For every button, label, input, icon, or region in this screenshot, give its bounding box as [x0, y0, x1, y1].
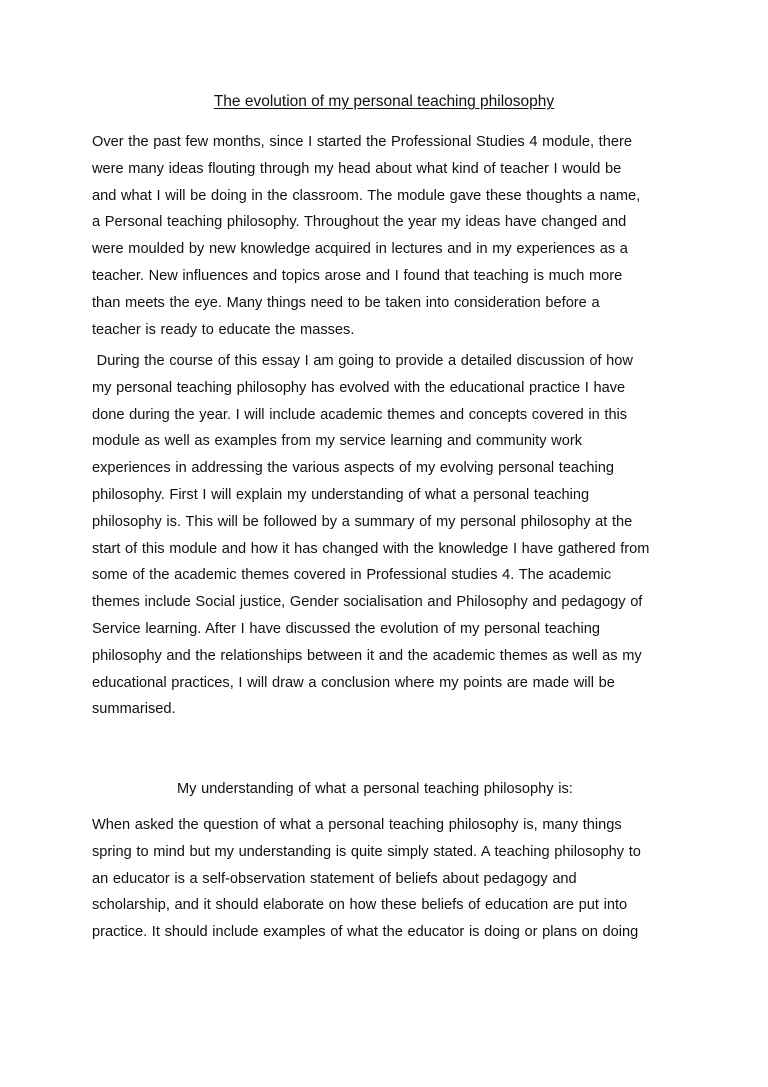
text-line: were many ideas flouting through my head about what kind of teacher I would be	[92, 160, 622, 177]
document-title: The evolution of my personal teaching philosophy	[213, 93, 555, 110]
text-line: an educator is a self-observation statement of beliefs about pedagogy and	[92, 870, 577, 887]
text-line: start of this module and how it has changed with the knowledge I have gathered from	[92, 540, 650, 557]
text-line: philosophy and the relationships between it and the academic themes as well as my	[92, 647, 642, 664]
text-line: Over the past few months, since I started the Professional Studies 4 module, there	[92, 134, 632, 150]
text-line: a Personal teaching philosophy. Throughout the year my ideas have changed and	[92, 214, 627, 231]
text-line: philosophy is. This will be followed by a summary of my personal philosophy at the	[92, 513, 633, 530]
text-line: During the course of this essay I am going to provide a detailed discussion of how	[92, 353, 633, 369]
intro-paragraph	[92, 129, 692, 343]
text-line: module as well as examples from my service learning and community work	[92, 433, 582, 450]
text-line: experiences in addressing the various aspects of my evolving personal teaching	[92, 460, 614, 477]
text-line: done during the year. I will include academic themes and concepts covered in this	[92, 406, 628, 423]
text-line: practice. It should include examples of what the educator is doing or plans on doing	[92, 924, 639, 941]
text-line: educational practices, I will draw a conclusion where my points are made will be	[92, 674, 615, 691]
text-line: summarised.	[92, 701, 176, 718]
text-line: than meets the eye. Many things need to be taken into consideration before a	[92, 294, 600, 311]
definition-paragraph	[92, 812, 692, 946]
text-line: were moulded by new knowledge acquired in lectures and in my experiences as a	[92, 241, 628, 258]
text-line: teacher. New influences and topics arose and I found that teaching is much more	[92, 267, 623, 284]
text-line: Service learning. After I have discussed the evolution of my personal teaching	[92, 620, 600, 637]
text-line: teacher is ready to educate the masses.	[92, 321, 355, 338]
text-line: some of the academic themes covered in Professional studies 4. The academic	[92, 567, 611, 584]
essay-overview-paragraph	[92, 348, 692, 723]
text-line: my personal teaching philosophy has evolved with the educational practice I have	[92, 379, 626, 396]
text-line: and what I will be doing in the classroom. The module gave these thoughts a name,	[92, 187, 641, 204]
text-line: spring to mind but my understanding is quite simply stated. A teaching philosophy to	[92, 843, 641, 860]
text-line: themes include Social justice, Gender socialisation and Philosophy and pedagogy of	[92, 594, 643, 611]
text-line: scholarship, and it should elaborate on how these beliefs of education are put into	[92, 897, 628, 914]
section-heading: My understanding of what a personal teaching philosophy is:	[177, 781, 573, 797]
text-line: When asked the question of what a personal teaching philosophy is, many things	[92, 817, 622, 833]
text-line: philosophy. First I will explain my understanding of what a personal teaching	[92, 486, 590, 503]
